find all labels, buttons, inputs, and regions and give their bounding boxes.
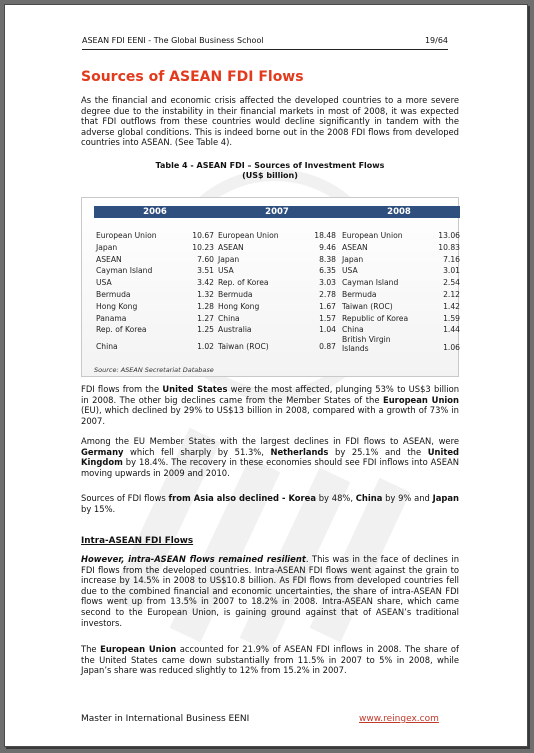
table-row (96, 341, 214, 353)
fdi-value: 1.28 (197, 301, 214, 311)
country-name: ASEAN (342, 242, 368, 252)
fdi-value: 3.51 (197, 266, 214, 276)
highlight-korea: from Asia also declined - Korea (168, 493, 316, 503)
column-2006 (96, 230, 214, 353)
highlight-china: China (355, 493, 383, 503)
table-title: Table 4 - ASEAN FDI – Sources of Investment Flows (155, 161, 385, 170)
table-row (342, 313, 460, 325)
table-row (96, 254, 214, 266)
fdi-sources-table (81, 197, 459, 377)
year-header-2007: 2007 (216, 206, 338, 218)
header-divider (82, 49, 448, 50)
country-name: Japan (218, 254, 240, 264)
country-name: Taiwan (ROC) (342, 301, 393, 311)
table-row (342, 254, 460, 266)
intra-asean-heading: Intra-ASEAN FDI Flows (81, 536, 194, 546)
country-name: European Union (218, 231, 279, 240)
paragraph-asia: Sources of FDI flows from Asia also declined - Korea by 48%, China by 9% and Japan by 15%. (81, 493, 460, 514)
country-name: Australia (218, 325, 252, 335)
highlight-us: United States (162, 384, 228, 394)
country-name: ASEAN (218, 242, 244, 252)
country-name: Panama (96, 313, 127, 323)
country-name: Rep. of Korea (218, 278, 269, 288)
country-name: Japan (96, 242, 118, 252)
country-name: Rep. of Korea (96, 325, 147, 335)
fdi-value: 13.06 (438, 231, 460, 240)
table-row (218, 277, 336, 289)
table-row (342, 230, 460, 242)
table-row (218, 313, 336, 325)
paragraph-eu-members: Among the EU Member States with the largest declines in FDI flows to ASEAN, were Germany which fell sharply by 51.3%, Netherlands by 25.1% and the United Kingdom by 18.4%. The recovery in these economies should see FDI inflows into ASEAN moving upwards in 2009 and 2010. (81, 436, 459, 478)
section-title: Sources of ASEAN FDI Flows (81, 69, 304, 85)
country-name: Cayman Island (342, 278, 399, 288)
table-row (342, 289, 460, 301)
country-name: European Union (96, 231, 157, 240)
highlight-japan: Japan (432, 493, 460, 503)
highlight-eu-share: European Union (100, 644, 177, 654)
table-row (342, 265, 460, 277)
country-name: British Virgin Islands (342, 335, 391, 353)
table-row (218, 242, 336, 254)
fdi-value: 10.23 (192, 242, 214, 252)
fdi-value: 18.48 (314, 231, 336, 240)
fdi-value: 1.04 (319, 325, 336, 335)
fdi-value: 2.12 (443, 289, 460, 299)
fdi-value: 2.78 (319, 289, 336, 299)
fdi-value: 1.25 (197, 325, 214, 335)
table-row (96, 242, 214, 254)
fdi-value: 7.16 (443, 254, 460, 264)
fdi-value: 1.44 (443, 325, 460, 335)
document-page (4, 4, 528, 747)
country-name: European Union (342, 231, 403, 240)
fdi-value: 8.38 (319, 254, 336, 264)
fdi-value: 2.54 (443, 278, 460, 288)
country-name: USA (218, 266, 234, 276)
fdi-value: 10.67 (192, 231, 214, 240)
country-name: Republic of Korea (342, 313, 409, 323)
footer-link[interactable]: www.reingex.com (359, 714, 439, 724)
table-row (96, 289, 214, 301)
highlight-resilient: However, intra-ASEAN flows remained resilient (81, 554, 306, 564)
fdi-value: 7.60 (197, 254, 214, 264)
country-name: China (218, 313, 240, 323)
highlight-uk: United Kingdom (81, 446, 459, 468)
fdi-value: 9.46 (319, 242, 336, 252)
country-name: USA (96, 278, 112, 288)
year-header-2006: 2006 (94, 206, 216, 218)
fdi-value: 1.57 (319, 313, 336, 323)
paragraph-us-eu: FDI flows from the United States were the most affected, plunging 53% to US$3 billion in 2008. The other big declines came from the Member States of the European Union (EU), which declined by 29% to US$13 billion in 2008, compared with a growth of 73% in 2007. (81, 384, 460, 426)
fdi-value: 1.06 (443, 343, 460, 353)
header-doc-title: ASEAN FDI EENI - The Global Business School (82, 36, 264, 45)
table-row (342, 336, 460, 353)
fdi-value: 1.02 (197, 342, 214, 352)
country-name: Bermuda (96, 289, 131, 299)
year-header-2008: 2008 (338, 206, 460, 218)
fdi-value: 1.42 (443, 301, 460, 311)
fdi-value: 1.27 (197, 313, 214, 323)
table-row (342, 301, 460, 313)
country-name: Hong Kong (96, 301, 138, 311)
table-row (96, 301, 214, 313)
table-row (342, 242, 460, 254)
country-name: Hong Kong (218, 301, 260, 311)
column-2007 (218, 230, 336, 353)
table-row (218, 324, 336, 336)
table-row (96, 230, 214, 242)
table-row (218, 341, 336, 353)
fdi-value: 1.59 (443, 313, 460, 323)
fdi-value: 1.32 (197, 289, 214, 299)
paragraph-eu-share: The European Union accounted for 21.9% of ASEAN FDI inflows in 2008. The share of the United States came down substantially from 11.5% in 2007 to 5% in 2008, while Japan’s share was reduced slightly to 12% from 15.2% in 2007. (81, 644, 460, 676)
table-row (96, 324, 214, 336)
fdi-value: 0.87 (319, 342, 336, 352)
country-name: Taiwan (ROC) (218, 342, 269, 352)
paragraph-intra-asean: However, intra-ASEAN flows remained resilient. This was in the face of declines in FDI flows from the developed countries. Intra-ASEAN FDI flows went against the grain to increase by 14.5% in 2008 to US$10.8 billion. As FDI flows from developed countries fell due to the combined financial and economic uncertainties, the share of intra-ASEAN FDI flows went up from 13.5% in 2007 to 18.2% in 2008. Intra-ASEAN share, which came second to the European Union, is gaining ground against that of ASEAN’s traditional investors. (81, 554, 459, 628)
table-row (218, 254, 336, 266)
fdi-value: 6.35 (319, 266, 336, 276)
country-name: China (96, 342, 118, 352)
table-row (96, 265, 214, 277)
column-2008 (342, 230, 460, 353)
country-name: Cayman Island (96, 266, 153, 276)
table-row (218, 230, 336, 242)
highlight-netherlands: Netherlands (270, 446, 329, 457)
header-page-number: 19/64 (424, 36, 448, 45)
table-row (218, 289, 336, 301)
table-caption (81, 161, 459, 181)
table-row (96, 277, 214, 289)
page-header (82, 36, 448, 45)
fdi-value: 3.01 (443, 266, 460, 276)
fdi-value: 3.42 (197, 278, 214, 288)
table-row (218, 265, 336, 277)
table-subtitle: (US$ billion) (242, 171, 298, 180)
country-name: ASEAN (96, 254, 122, 264)
country-name: Bermuda (218, 289, 253, 299)
country-name: USA (342, 266, 358, 276)
intro-paragraph: As the financial and economic crisis affected the developed countries to a more severe degree due to the instability in their financial markets in most of 2008, it was expected that FDI outflows from these countries would decline significantly in tandem with the adverse global conditions. This is indeed borne out in the 2008 FDI flows from developed countries into ASEAN. (See Table 4). (81, 95, 459, 148)
table-row (342, 277, 460, 289)
table-row (218, 301, 336, 313)
country-name: Bermuda (342, 289, 377, 299)
fdi-value: 10.83 (438, 242, 460, 252)
table-source: Source: ASEAN Secretariat Database (94, 366, 214, 374)
country-name: Japan (342, 254, 364, 264)
table-row (96, 313, 214, 325)
fdi-value: 3.03 (319, 278, 336, 288)
highlight-germany: Germany (81, 446, 124, 457)
footer-label: Master in International Business EENI (81, 714, 250, 724)
highlight-eu: European Union (383, 394, 459, 405)
country-name: China (342, 325, 364, 335)
fdi-value: 1.67 (319, 301, 336, 311)
